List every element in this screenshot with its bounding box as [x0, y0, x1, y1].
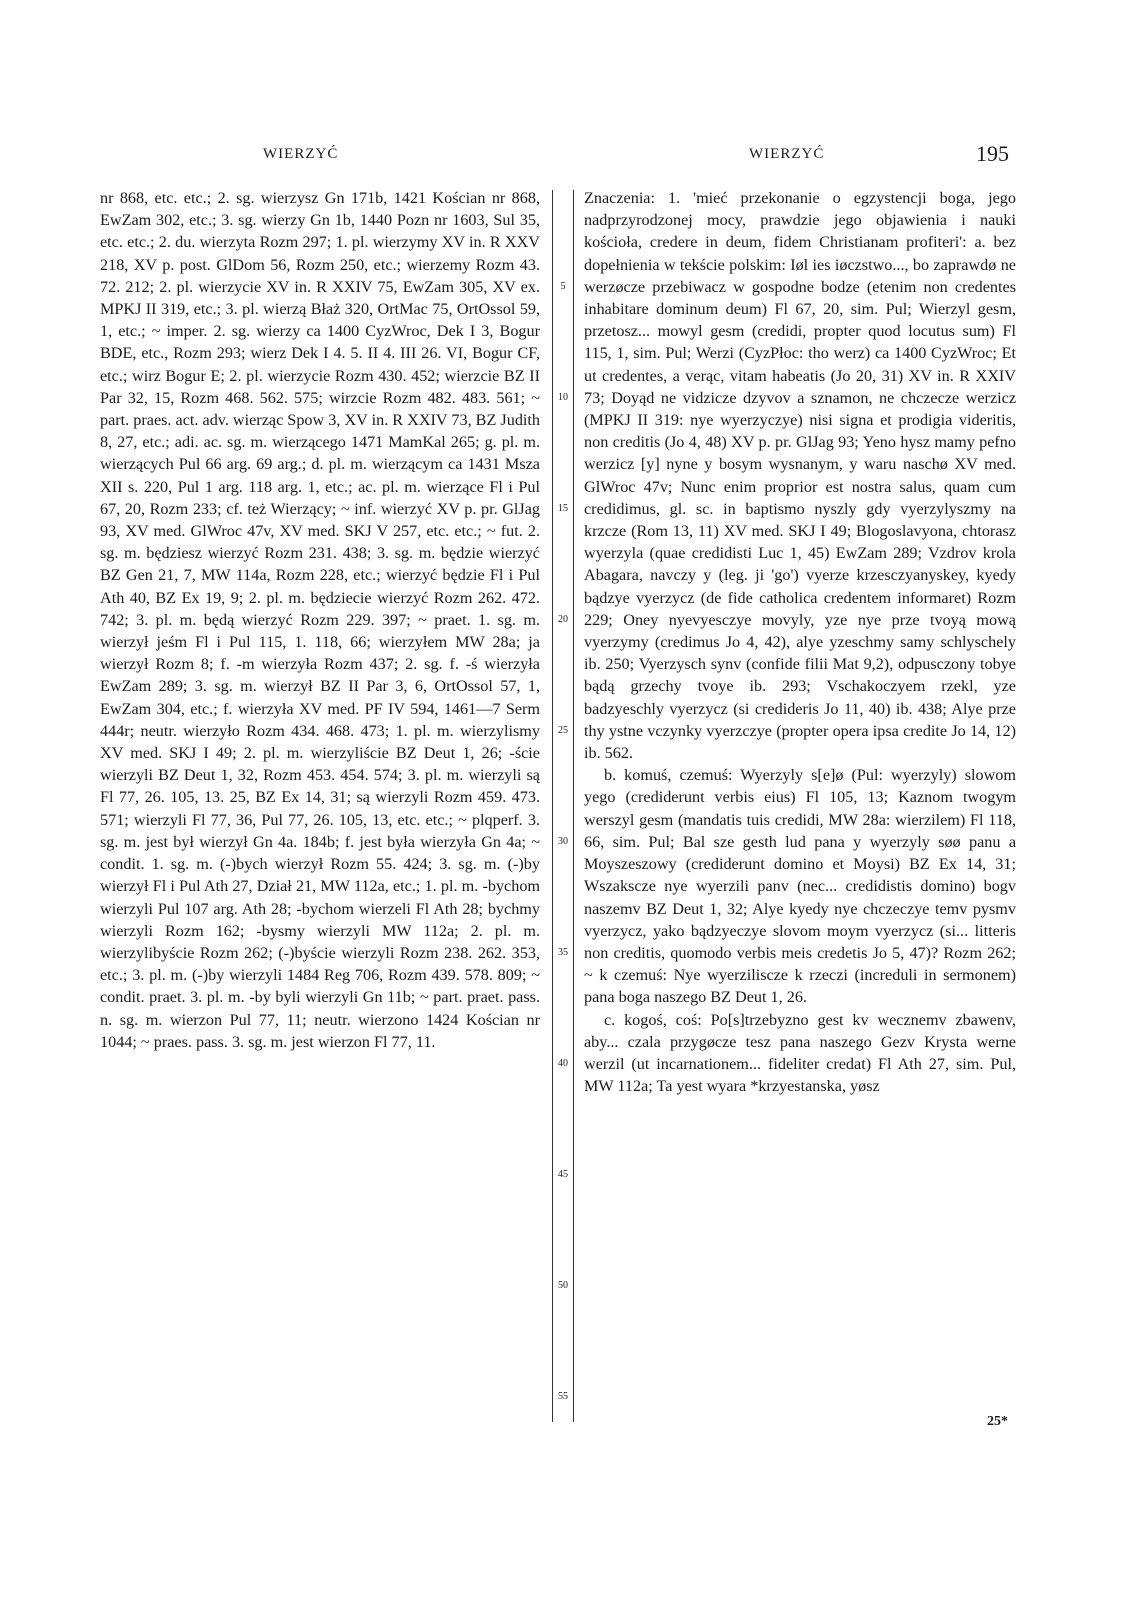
signature-mark: 25*	[987, 1414, 1008, 1429]
meaning-1a-paragraph: Znaczenia: 1. 'mieć przekonanie o egzystencji boga, jego nadprzyrodzonej mocy, prawdzie jego objawienia i nauki kościoła, credere in deum, fidem Christianam profiteri': a. bez dopełnienia w tekście polskim: Iøl ies iøczstwo..., bo zaprawdø ne werzøcze przebiwacz w gospodne bodze (etenim non credentes inhabitare dominum deum) Fl 67, 20, sim. Pul; Wierzyl gesm, przetosz... mowyl gesm (credidi, propter quod locutus sum) Fl 115, 1, sim. Pul; Werzi (CyzPłoc: tho werz) ca 1400 CyzWroc; Et ut credentes, a verąc, vitam habeatis (Jo 20, 31) XV in. R XXIV 73; Doyąd ne vidzicze dzyvov a sznamon, ne chczecze werzicz (MPKJ II 319: nye wyerzyczye) nisi signa et prodigia videritis, non creditis (Jo 4, 48) XV p. pr. GlJag 93; Yeno hysz mamy pefno werzicz [y] nyne y bosym wysnanym, y waru naschø XV med. GlWroc 47v; Nunc enim proprior est nostra salus, quam cum credidimus, gl. sc. in baptismo nyszly gdy vyerzylyszmy na krzcze (Rom 13, 11) XV med. SKJ I 49; Blogoslavyona, chtorasz wyerzyla (quae credidisti Luc 1, 45) EwZam 289; Vzdrov krola Abagara, navczy y (leg. ji 'go') vyerze krzesczyanyskey, kyedy bądzye vyerzycz (de fide catholica credentem informaret) Rozm 229; Oney nyevyesczye movyly, yze nye prze tvoyą mową vyerzymy (credimus Jo 4, 42), alye yzeschmy samy schlyschely ib. 250; Vyerzysch synv (confide filii Mat 9,2), odpusczony tobye bądą grzechy tvoye ib. 293; Vschakoczyem rzekl, yze badzyeschly vyerzycz (si credideris Jo 11, 40) ib. 438; Alye prze thy ystne vczynky vyerzczye (propter opera ipsa credite Jo 14, 12) ib. 562.	[584, 189, 1016, 763]
right-running-head: WIERZYĆ	[749, 146, 825, 162]
line-number: 30	[558, 836, 568, 847]
page-number: 195	[976, 141, 1009, 166]
line-number: 20	[558, 614, 568, 625]
column-rule-right	[573, 190, 574, 1422]
left-column	[100, 187, 540, 1053]
line-number: 40	[558, 1058, 568, 1069]
line-number: 25	[558, 725, 568, 736]
right-column	[584, 187, 1016, 1097]
page-header	[0, 140, 1143, 170]
meaning-1b-paragraph: b. komuś, czemuś: Wyerzyly s[e]ø (Pul: wyerzyly) slowom yego (crediderunt verbis eius) Fl 105, 13; Kaznom twogym werszyl gesm (mandatis tuis credidi, MW 28a: wierzilem) Fl 118, 66, sim. Pul; Bal sze gesth lud pana y wyerzyly søø panu a Moyszeszowy (crediderunt domino et Moysi) BZ Ex 14, 31; Wszakscze nye wyerzili panv (nec... credidistis domino) bogv naszemv BZ Deut 1, 32; Alye kyedy nye chczeczye temv pysmv vyerzycz, yako bądzyeczye slovom moym vyerzycz (si... litteris non creditis, quomodo verbis meis credetis Jo 5, 47)? Rozm 262; ~ k czemuś: Nye wyerzilisczе k rzeczi (increduli in sermonem) pana boga naszego BZ Deut 1, 26.	[584, 766, 1016, 1007]
left-column-text: nr 868, etc. etc.; 2. sg. wierzysz Gn 171b, 1421 Kościan nr 868, EwZam 302, etc.; 3. sg. wierzy Gn 1b, 1440 Pozn nr 1603, Sul 35, etc. etc.; 2. du. wierzyta Rozm 297; 1. pl. wierzymy XV in. R XXV 218, XV p. post. GlDom 56, Rozm 250, etc.; wierzemy Rozm 43. 72. 212; 2. pl. wierzycie XV in. R XXIV 75, EwZam 305, XV ex. MPKJ II 319, etc.; 3. pl. wierzą Błaż 320, OrtMac 75, OrtOssol 59, 1, etc.; ~ imper. 2. sg. wierzy ca 1400 CyzWroc, Dek I 3, Bogur BDE, etc., Rozm 293; wierz Dek I 4. 5. II 4. III 26. VI, Bogur CF, etc.; wirz Bogur E; 2. pl. wierzycie Rozm 430. 452; wierzcie BZ II Par 32, 15, Rozm 468. 562. 575; wirzcie Rozm 482. 483. 561; ~ part. praes. act. adv. wierząc Spow 3, XV in. R XXIV 73, BZ Judith 8, 27, etc.; adi. ac. sg. m. wierzącego 1471 MamKal 265; g. pl. m. wierzących Pul 66 arg. 69 arg.; d. pl. m. wierzącym ca 1431 Msza XII s. 220, Pul 1 arg. 118 arg. 1, etc.; ac. pl. m. wierzące Fl i Pul 67, 20, Rozm 233; cf. też Wierzący; ~ inf. wierzyć XV p. pr. GlJag 93, XV med. GlWroc 47v, XV med. SKJ V 257, etc. etc.; ~ fut. 2. sg. m. będziesz wierzyć Rozm 231. 438; 3. sg. m. będzie wierzyć BZ Gen 21, 7, MW 114a, Rozm 228, etc.; wierzyć będzie Fl i Pul Ath 40, BZ Ex 19, 9; 2. pl. m. będziecie wierzyć Rozm 262. 472. 742; 3. pl. m. będą wierzyć Rozm 229. 397; ~ praet. 1. sg. m. wierzył jeśm Fl i Pul 115, 1. 118, 66; wierzyłem MW 28a; ja wierzył Rozm 8; f. -m wierzyła Rozm 437; 2. sg. f. -ś wierzyła EwZam 289; 3. sg. m. wierzył BZ II Par 3, 6, OrtOssol 57, 1, EwZam 304, etc.; f. wierzyła XV med. PF IV 594, 1461—7 Serm 444r; neutr. wierzyło Rozm 434. 468. 473; 1. pl. m. wierzylismy XV med. SKJ I 49; 2. pl. m. wierzyliście BZ Deut 1, 26; -ście wierzyli BZ Deut 1, 32, Rozm 453. 454. 574; 3. pl. m. wierzyli są Fl 77, 26. 105, 13. 25, BZ Ex 14, 31; są wierzyli Rozm 459. 473. 571; wierzyli Fl 77, 36, Pul 77, 26. 105, 13, etc. etc.; ~ plqperf. 3. sg. m. jest był wierzył Gn 4a. 184b; f. jest była wierzyła Gn 4a; ~ condit. 1. sg. m. (-)bych wierzył Rozm 55. 424; 3. sg. m. (-)by wierzył Fl i Pul Ath 27, Dział 21, MW 112a, etc.; 1. pl. m. -bychom wierzyli Pul 107 arg. Ath 28; -bychom wierzeli Fl Ath 28; bychmy wierzyli Rozm 162; -bysmy wierzyli MW 112a; 2. pl. m. wierzylibyście Rozm 262; (-)byście wierzyli Rozm 238. 262. 353, etc.; 3. pl. m. (-)by wierzyli 1484 Reg 706, Rozm 439. 578. 809; ~ condit. praet. 3. pl. m. -by byli wierzyli Gn 11b; ~ part. praet. pass. n. sg. m. wierzon Pul 77, 11; neutr. wierzono 1424 Kościan nr 1044; ~ praes. pass. 3. sg. m. jest wierzon Fl 77, 11.	[100, 189, 540, 1051]
meaning-1c-paragraph: c. kogoś, coś: Po[s]trzebyzno gest kv wecznemv zbawenv, aby... czala przygøcze tesz pana naszego Gezv Krysta werne werzil (ut incarnationem... fideliter credat) Fl Ath 27, sim. Pul, MW 112a; Ta yest wyara *krzyestanska, yøsz	[584, 1010, 1016, 1096]
line-number: 35	[558, 947, 568, 958]
line-number: 5	[560, 281, 566, 292]
column-rule-left	[552, 190, 553, 1422]
line-number-gutter	[554, 187, 572, 1427]
line-number: 10	[558, 392, 568, 403]
line-number: 45	[558, 1169, 568, 1180]
line-number: 55	[558, 1391, 568, 1402]
left-running-head: WIERZYĆ	[263, 146, 339, 162]
line-number: 50	[558, 1280, 568, 1291]
line-number: 15	[558, 503, 568, 514]
